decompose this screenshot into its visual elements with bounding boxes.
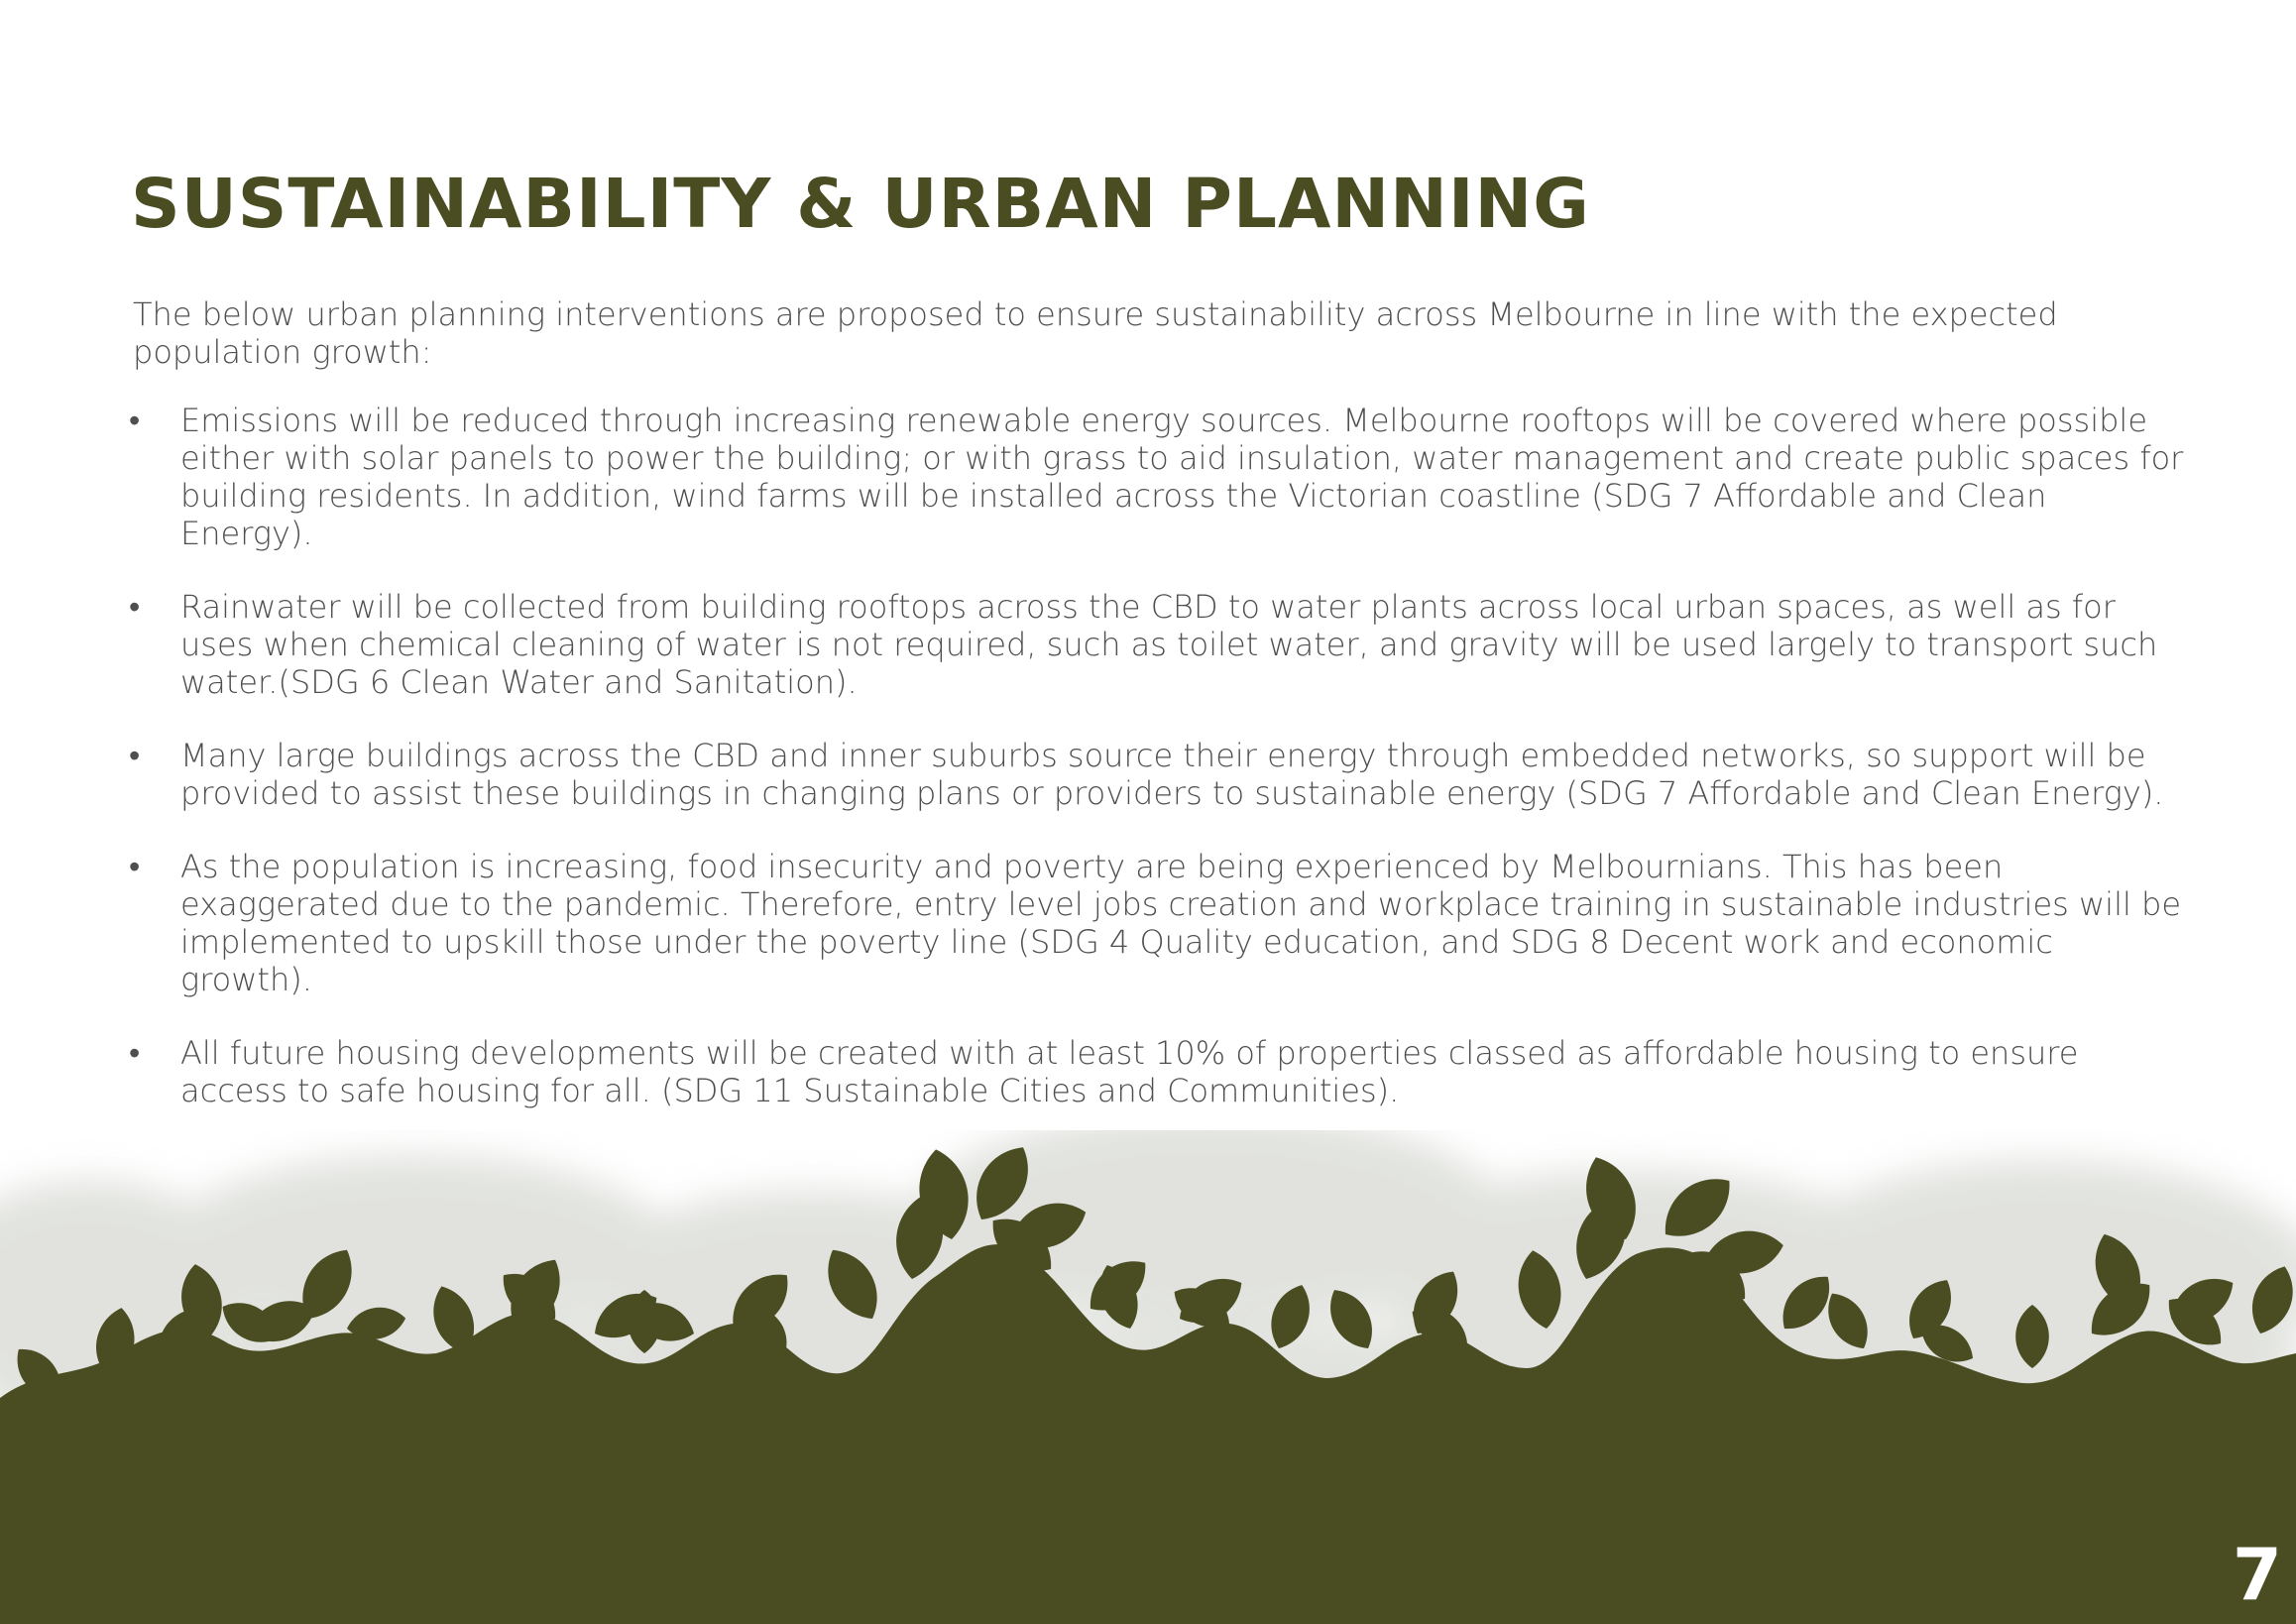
- page-title: SUSTAINABILITY & URBAN PLANNING: [131, 165, 1590, 244]
- list-item: [127, 402, 2189, 552]
- list-item: [127, 848, 2189, 998]
- intervention-list: [127, 402, 2189, 1145]
- list-item: [127, 588, 2189, 701]
- bullet-icon: •: [129, 737, 141, 774]
- bullet-icon: •: [129, 1034, 141, 1072]
- bullet-icon: •: [129, 402, 141, 439]
- list-item-text: Many large buildings across the CBD and inner suburbs source their energy through embedded networks, so support will be provided to assist these buildings in changing plans or providers to sustainable energy (SDG 7 Affordable and Clean Energy).: [180, 737, 2164, 812]
- bullet-icon: •: [129, 848, 141, 885]
- list-item-text: Rainwater will be collected from building rooftops across the CBD to water plants across local urban spaces, as well as for uses when chemical cleaning of water is not required, such as toilet water, and gravity will be used largely to transport such water.(SDG 6 Clean Water and Sanitation).: [180, 588, 2158, 701]
- list-item: [127, 1034, 2189, 1109]
- page-number: 7: [2232, 1533, 2282, 1616]
- list-item-text: All future housing developments will be created with at least 10% of properties classed as affordable housing to ensure access to safe housing for all. (SDG 11 Sustainable Cities and Communities).: [180, 1034, 2079, 1109]
- list-item-text: Emissions will be reduced through increasing renewable energy sources. Melbourne rooftops will be covered where possible either with solar panels to power the building; or with grass to aid insulation, water management and create public spaces for building residents. In addition, wind farms will be installed across the Victorian coastline (SDG 7 Affordable and Clean Energy).: [180, 402, 2184, 552]
- bullet-icon: •: [129, 588, 141, 626]
- foliage-silhouette-icon: [0, 1130, 2296, 1624]
- list-item-text: As the population is increasing, food insecurity and poverty are being experienced by Melbournians. This has been exaggerated due to the pandemic. Therefore, entry level jobs creation and workplace training in sustainable industries will be implemented to upskill those under the poverty line (SDG 4 Quality education, and SDG 8 Decent work and economic growth).: [180, 848, 2182, 998]
- list-item: [127, 737, 2189, 812]
- intro-paragraph: The below urban planning interventions are proposed to ensure sustainability across Melbourne in line with the expected population growth:: [133, 295, 2058, 371]
